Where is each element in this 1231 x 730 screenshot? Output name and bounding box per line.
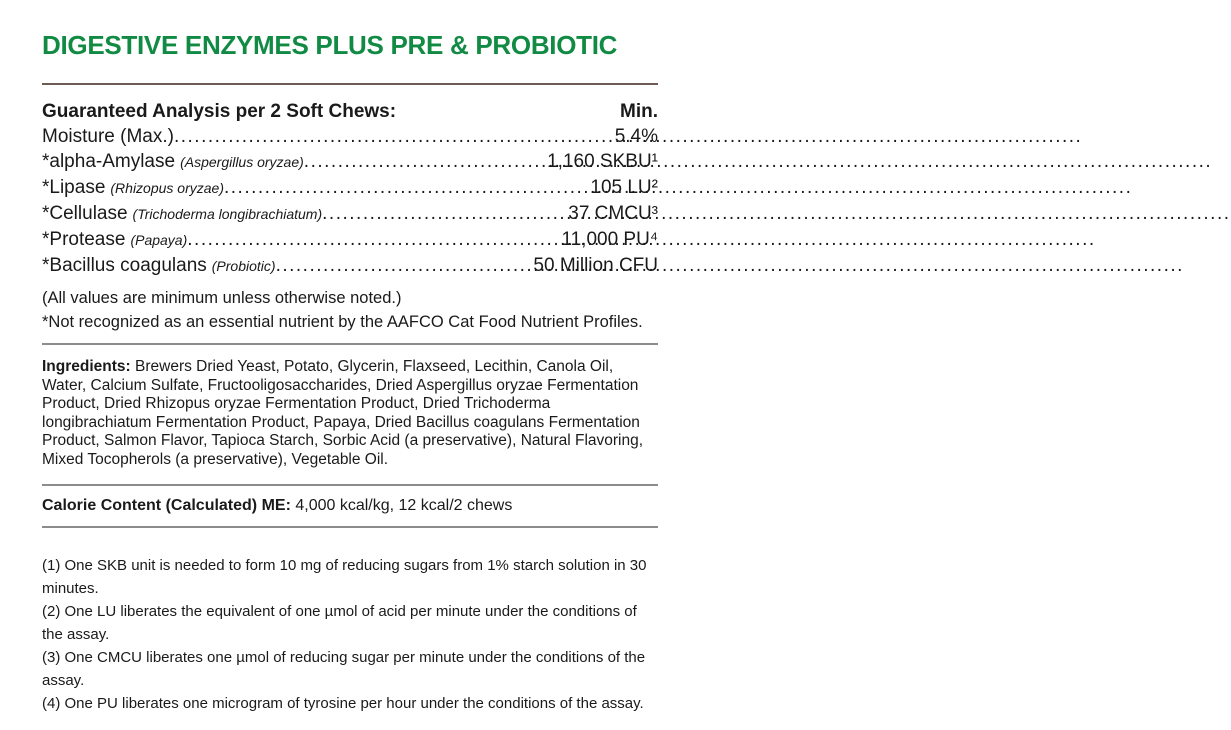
ga-row-species: (Papaya): [130, 232, 188, 248]
ga-row-value: 105 LU²: [590, 177, 658, 198]
ga-row-value: 11,000 PU⁴: [561, 229, 658, 250]
dot-leader: [187, 227, 555, 252]
calorie-content-line: [42, 486, 658, 526]
dot-leader: [304, 149, 541, 174]
footnote-skb: (1) One SKB unit is needed to form 10 mg of reducing sugars from 1% starch solution in 30 minutes.: [42, 557, 647, 597]
dot-leader: [174, 124, 609, 149]
ga-row-lipase: [42, 175, 658, 201]
ga-row-value: 37 CMCU³: [568, 203, 658, 224]
ga-row-name: *Lipase: [42, 177, 106, 198]
title-divider: [42, 83, 658, 85]
ga-row-species: (Trichoderma longibrachiatum): [132, 206, 323, 222]
product-title: DIGESTIVE ENZYMES PLUS PRE & PROBIOTIC: [42, 30, 618, 60]
product-label-page: [0, 30, 700, 730]
footnotes-block: [42, 554, 658, 715]
ga-row-moisture: [42, 124, 658, 149]
ga-row-species: (Probiotic): [211, 258, 276, 274]
calorie-label: Calorie Content (Calculated) ME:: [42, 497, 291, 514]
ga-row-value: 5.4%: [614, 126, 658, 147]
ga-row-name: Moisture (Max.): [42, 126, 174, 147]
ga-row-species: (Aspergillus oryzae): [180, 154, 304, 170]
footnote-lu: (2) One LU liberates the equivalent of one µmol of acid per minute under the conditions of the assay.: [42, 603, 637, 643]
guaranteed-analysis-heading: [42, 99, 658, 124]
ga-row-name: *Protease: [42, 229, 126, 250]
ga-row-alpha-amylase: [42, 149, 658, 175]
dot-leader: [224, 175, 584, 200]
calorie-divider-bottom: [42, 526, 658, 528]
ingredients-text: Brewers Dried Yeast, Potato, Glycerin, Flaxseed, Lecithin, Canola Oil, Water, Calcium Sulfate, Fructooligosaccharides, Dried Aspergillus oryzae Fermentation Product, Dried Rhizopus oryzae Fermentation Product, Dried Trichoderma longibrachiatum Fermentation Product, Papaya, Dried Bacillus coagulans Fermentation Product, Salmon Flavor, Tapioca Starch, Sorbic Acid (a preservative), Natural Flavoring, Mixed Tocopherols (a preservative), Vegetable Oil.: [42, 358, 644, 468]
ingredients-divider: [42, 343, 658, 345]
ga-row-bacillus-coagulans: [42, 253, 658, 279]
ingredients-label: Ingredients:: [42, 358, 131, 375]
ga-row-cellulase: [42, 201, 658, 227]
note-aafco: *Not recognized as an essential nutrient by the AAFCO Cat Food Nutrient Profiles.: [42, 313, 643, 331]
ga-row-name: *Cellulase: [42, 203, 128, 224]
guaranteed-analysis-title: Guaranteed Analysis per 2 Soft Chews:: [42, 101, 397, 122]
footnote-pu: (4) One PU liberates one microgram of tyrosine per hour under the conditions of the assay.: [42, 695, 644, 712]
note-all-values: (All values are minimum unless otherwise noted.): [42, 289, 402, 307]
ga-row-species: (Rhizopus oryzae): [110, 180, 224, 196]
footnote-cmcu: (3) One CMCU liberates one µmol of reducing sugar per minute under the conditions of the assay.: [42, 649, 646, 689]
ga-row-name: *Bacillus coagulans: [42, 255, 207, 276]
dot-leader: [322, 201, 562, 226]
ga-row-protease: [42, 227, 658, 253]
calorie-value: 4,000 kcal/kg, 12 kcal/2 chews: [290, 497, 513, 514]
ga-row-name: *alpha-Amylase: [42, 151, 176, 172]
dot-leader: [276, 253, 528, 278]
ga-row-value: 1,160 SKBU¹: [547, 151, 658, 172]
min-column-label: Min.: [620, 101, 658, 122]
ingredients-paragraph: [42, 358, 658, 469]
ga-row-value: 50 Million CFU: [533, 255, 658, 276]
